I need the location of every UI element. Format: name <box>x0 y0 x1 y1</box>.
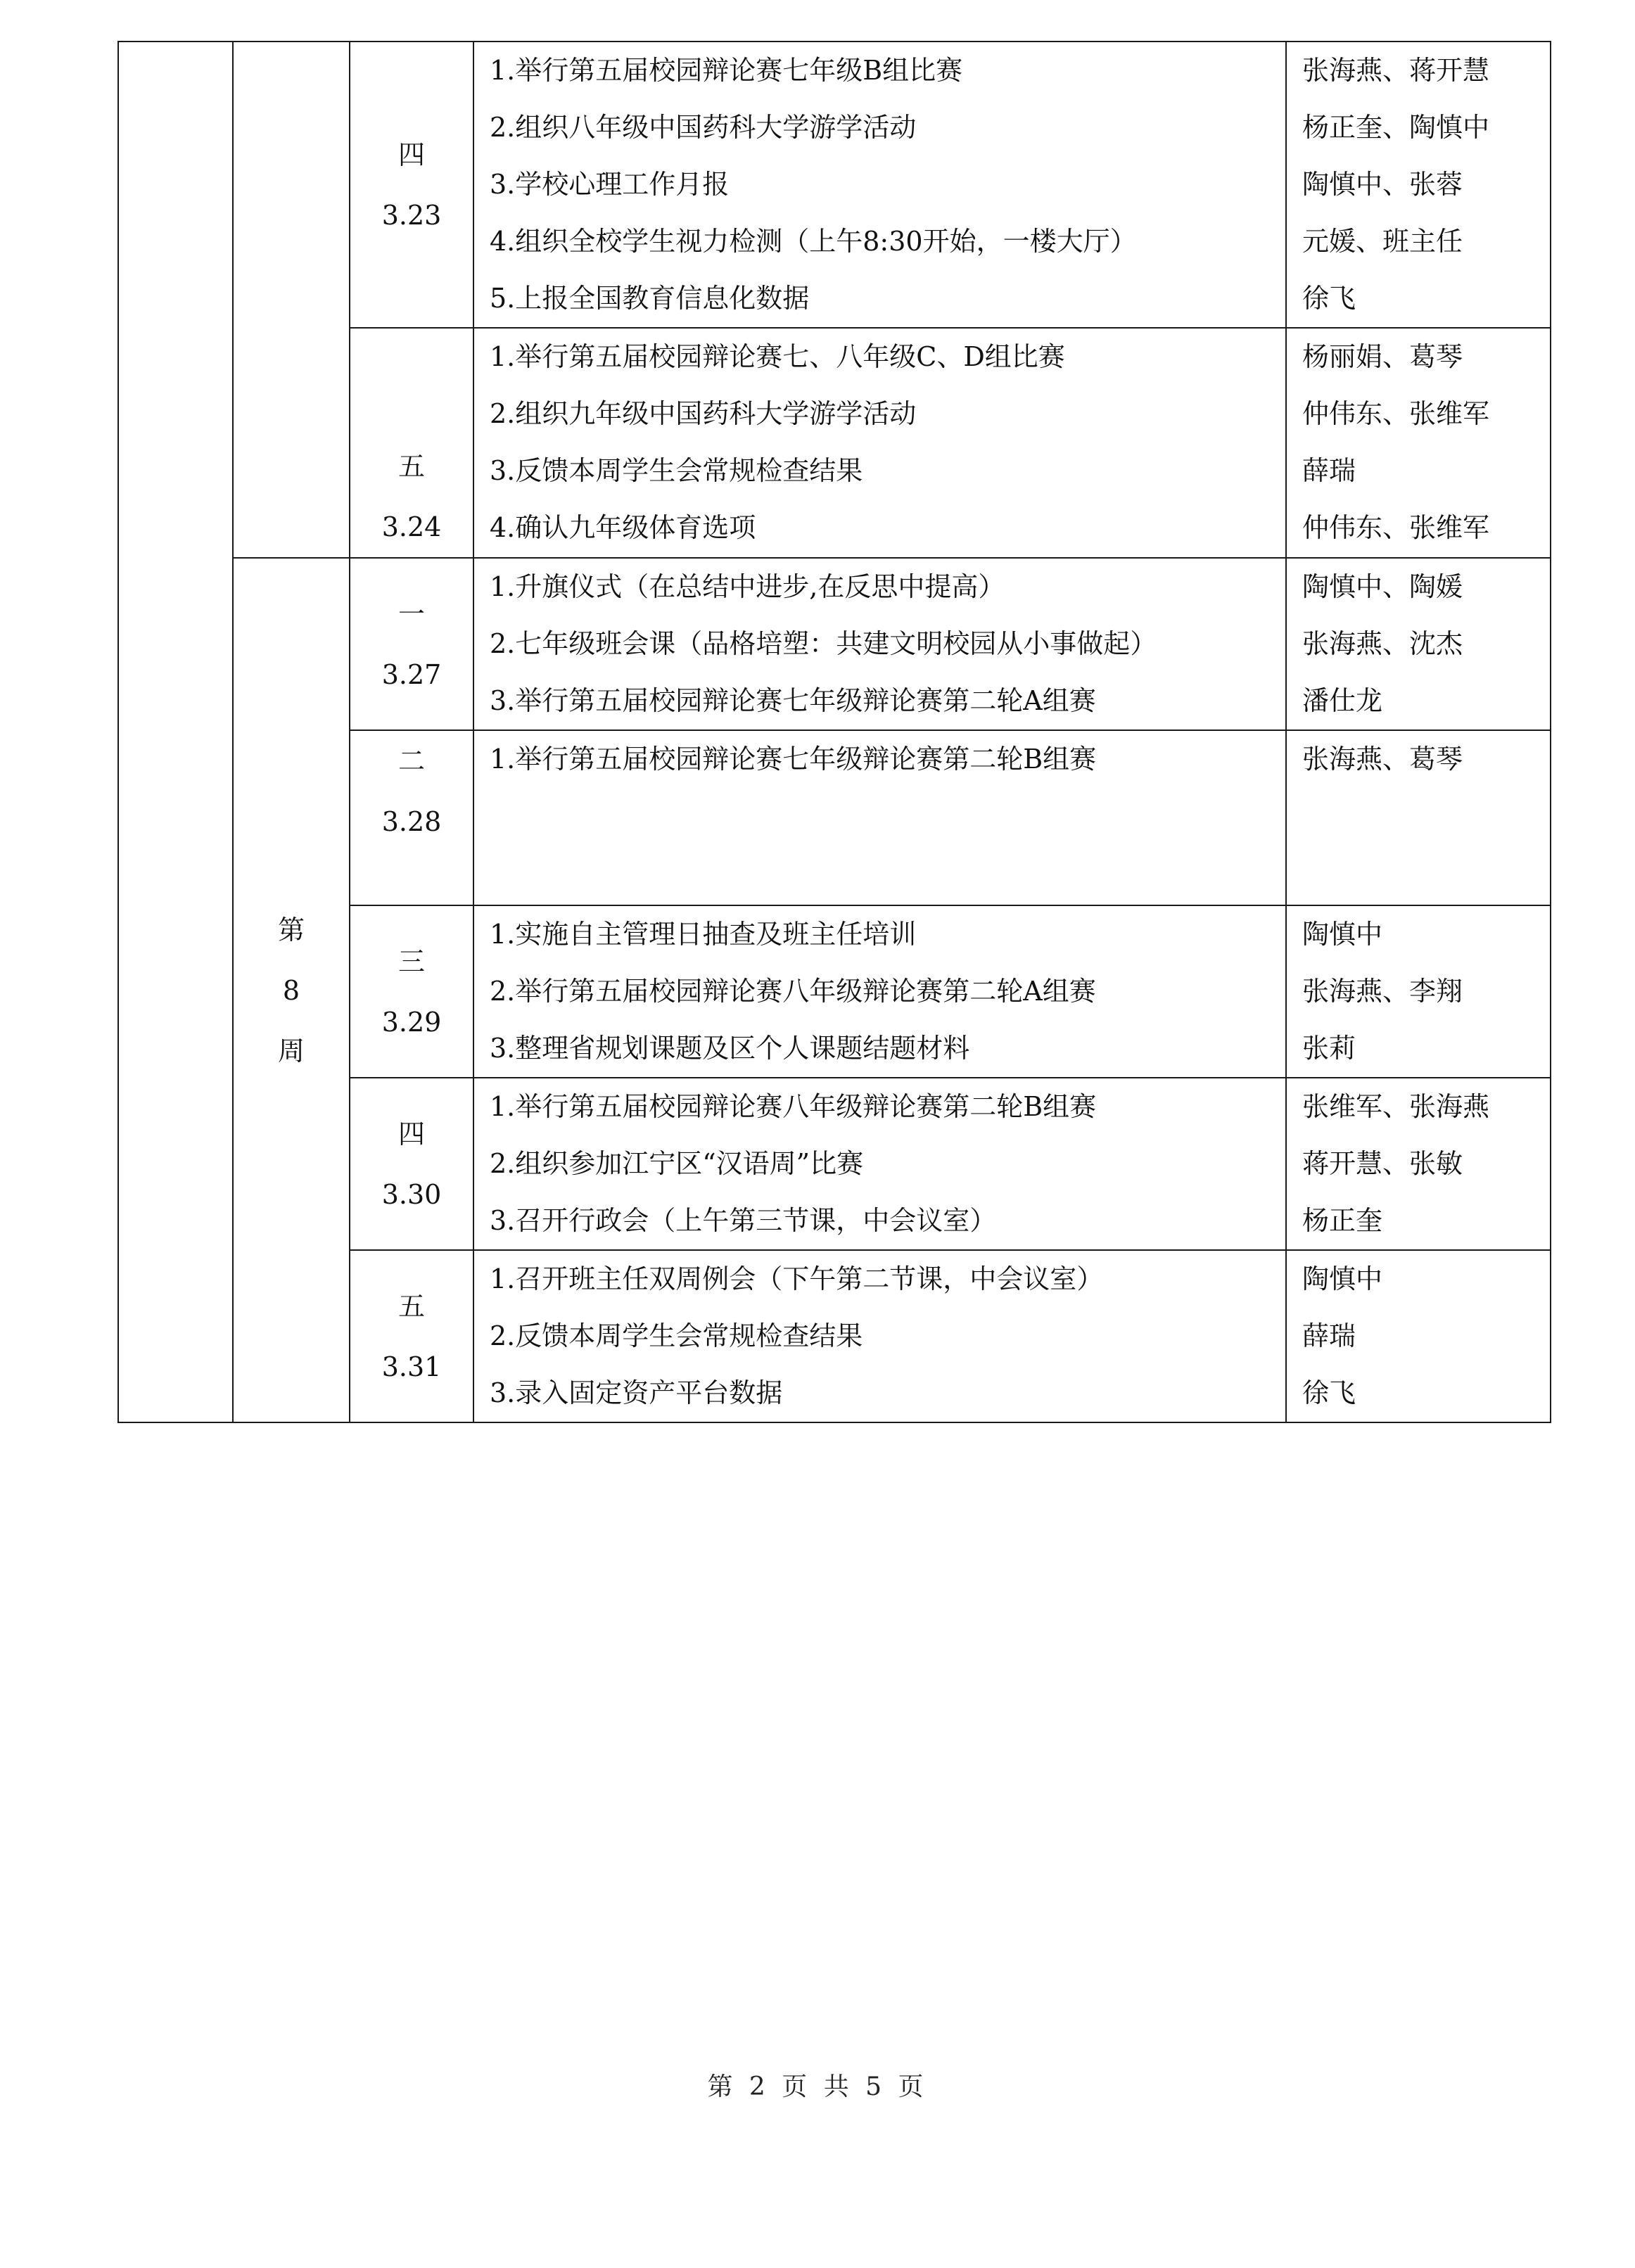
task-item: 3.反馈本周学生会常规检查结果 <box>490 455 863 486</box>
owner-item: 薛瑞 <box>1302 455 1356 486</box>
owner-item: 薛瑞 <box>1302 1320 1356 1351</box>
table-row <box>118 42 1551 328</box>
owner-item: 张海燕、沈杰 <box>1302 628 1463 659</box>
owner-item: 张维军、张海燕 <box>1302 1091 1490 1122</box>
owner-item: 杨正奎、陶慎中 <box>1302 112 1490 143</box>
schedule-table <box>117 41 1551 1423</box>
tasks-cell <box>473 558 1286 730</box>
day-name: 二 <box>397 746 425 777</box>
tasks-cell <box>473 328 1286 558</box>
week-label-cell <box>233 558 350 1422</box>
owner-item: 张莉 <box>1302 1033 1356 1064</box>
task-item: 1.升旗仪式（在总结中进步,在反思中提高） <box>490 571 1005 602</box>
week-label-suffix: 周 <box>277 1035 305 1066</box>
day-date: 3.29 <box>381 1006 442 1038</box>
day-cell <box>350 905 473 1078</box>
owners-cell <box>1286 1078 1551 1250</box>
tasks-cell <box>473 1078 1286 1250</box>
task-item: 4.组织全校学生视力检测（上午8:30开始，一楼大厅） <box>490 226 1137 257</box>
week-blank-cell <box>233 42 350 558</box>
owner-item: 陶慎中、张蓉 <box>1302 169 1463 200</box>
day-date: 3.24 <box>381 511 442 542</box>
day-cell <box>350 730 473 905</box>
owners-cell <box>1286 730 1551 905</box>
owner-item: 仲伟东、张维军 <box>1302 398 1490 429</box>
owner-item: 张海燕、葛琴 <box>1302 744 1463 775</box>
task-item: 1.举行第五届校园辩论赛七、八年级C、D组比赛 <box>490 341 1065 372</box>
day-name: 四 <box>397 1118 425 1149</box>
owners-cell <box>1286 1250 1551 1422</box>
owner-item: 陶慎中 <box>1302 919 1383 950</box>
day-cell <box>350 1250 473 1422</box>
owner-item: 潘仕龙 <box>1302 685 1383 716</box>
tasks-cell <box>473 1250 1286 1422</box>
task-item: 1.召开班主任双周例会（下午第二节课，中会议室） <box>490 1263 1104 1294</box>
day-cell <box>350 42 473 328</box>
week-label-number: 8 <box>282 974 300 1006</box>
task-item: 2.组织九年级中国药科大学游学活动 <box>490 398 917 429</box>
task-item: 3.整理省规划课题及区个人课题结题材料 <box>490 1033 970 1064</box>
owner-item: 陶慎中、陶媛 <box>1302 571 1463 602</box>
tasks-cell <box>473 42 1286 328</box>
task-item: 2.组织参加江宁区“汉语周”比赛 <box>490 1148 864 1179</box>
task-item: 4.确认九年级体育选项 <box>490 512 756 543</box>
owners-cell <box>1286 42 1551 328</box>
owner-item: 徐飞 <box>1302 1377 1356 1408</box>
day-cell <box>350 558 473 730</box>
owners-cell <box>1286 328 1551 558</box>
task-item: 2.反馈本周学生会常规检查结果 <box>490 1320 863 1351</box>
owner-item: 仲伟东、张维军 <box>1302 512 1490 543</box>
owner-item: 陶慎中 <box>1302 1263 1383 1294</box>
day-name: 四 <box>397 139 425 170</box>
day-name: 一 <box>397 598 425 630</box>
footer-prefix: 第 <box>707 2072 737 2101</box>
day-cell <box>350 1078 473 1250</box>
footer-suffix: 页 <box>898 2072 928 2101</box>
footer-total-pages: 5 <box>865 2072 886 2101</box>
task-item: 1.实施自主管理日抽查及班主任培训 <box>490 919 917 950</box>
owner-item: 蒋开慧、张敏 <box>1302 1148 1463 1179</box>
owner-item: 张海燕、蒋开慧 <box>1302 55 1490 86</box>
tasks-cell <box>473 730 1286 905</box>
footer-page-number: 2 <box>749 2072 770 2101</box>
owner-item: 张海燕、李翔 <box>1302 976 1463 1007</box>
task-item: 3.举行第五届校园辩论赛七年级辩论赛第二轮A组赛 <box>490 685 1096 716</box>
task-item: 5.上报全国教育信息化数据 <box>490 283 810 314</box>
day-cell <box>350 328 473 558</box>
owner-item: 元媛、班主任 <box>1302 226 1463 257</box>
task-item: 2.七年级班会课（品格培塑：共建文明校园从小事做起） <box>490 628 1157 659</box>
task-item: 3.学校心理工作月报 <box>490 169 730 200</box>
day-name: 五 <box>397 1290 425 1322</box>
owners-cell <box>1286 558 1551 730</box>
owner-item: 杨正奎 <box>1302 1205 1383 1236</box>
owner-item: 徐飞 <box>1302 283 1356 314</box>
task-item: 1.举行第五届校园辩论赛七年级辩论赛第二轮B组赛 <box>490 744 1097 775</box>
day-name: 五 <box>397 451 425 482</box>
owner-item: 杨丽娟、葛琴 <box>1302 341 1463 372</box>
day-date: 3.27 <box>381 658 442 690</box>
tasks-cell <box>473 905 1286 1078</box>
page-footer <box>0 2067 1635 2103</box>
task-item: 1.举行第五届校园辩论赛八年级辩论赛第二轮B组赛 <box>490 1091 1097 1122</box>
owners-cell <box>1286 905 1551 1078</box>
day-date: 3.31 <box>381 1351 442 1382</box>
footer-middle: 页 共 <box>782 2072 853 2101</box>
task-item: 3.召开行政会（上午第三节课，中会议室） <box>490 1205 997 1236</box>
task-item: 3.录入固定资产平台数据 <box>490 1377 783 1408</box>
week-label-prefix: 第 <box>277 914 305 945</box>
task-item: 2.举行第五届校园辩论赛八年级辩论赛第二轮A组赛 <box>490 976 1096 1007</box>
day-date: 3.23 <box>381 199 442 231</box>
task-item: 1.举行第五届校园辩论赛七年级B组比赛 <box>490 55 963 86</box>
day-name: 三 <box>397 945 425 977</box>
task-item: 2.组织八年级中国药科大学游学活动 <box>490 112 917 143</box>
day-date: 3.30 <box>381 1178 442 1210</box>
outer-blank-cell <box>118 42 233 1422</box>
table-row <box>118 558 1551 730</box>
day-date: 3.28 <box>381 806 442 837</box>
